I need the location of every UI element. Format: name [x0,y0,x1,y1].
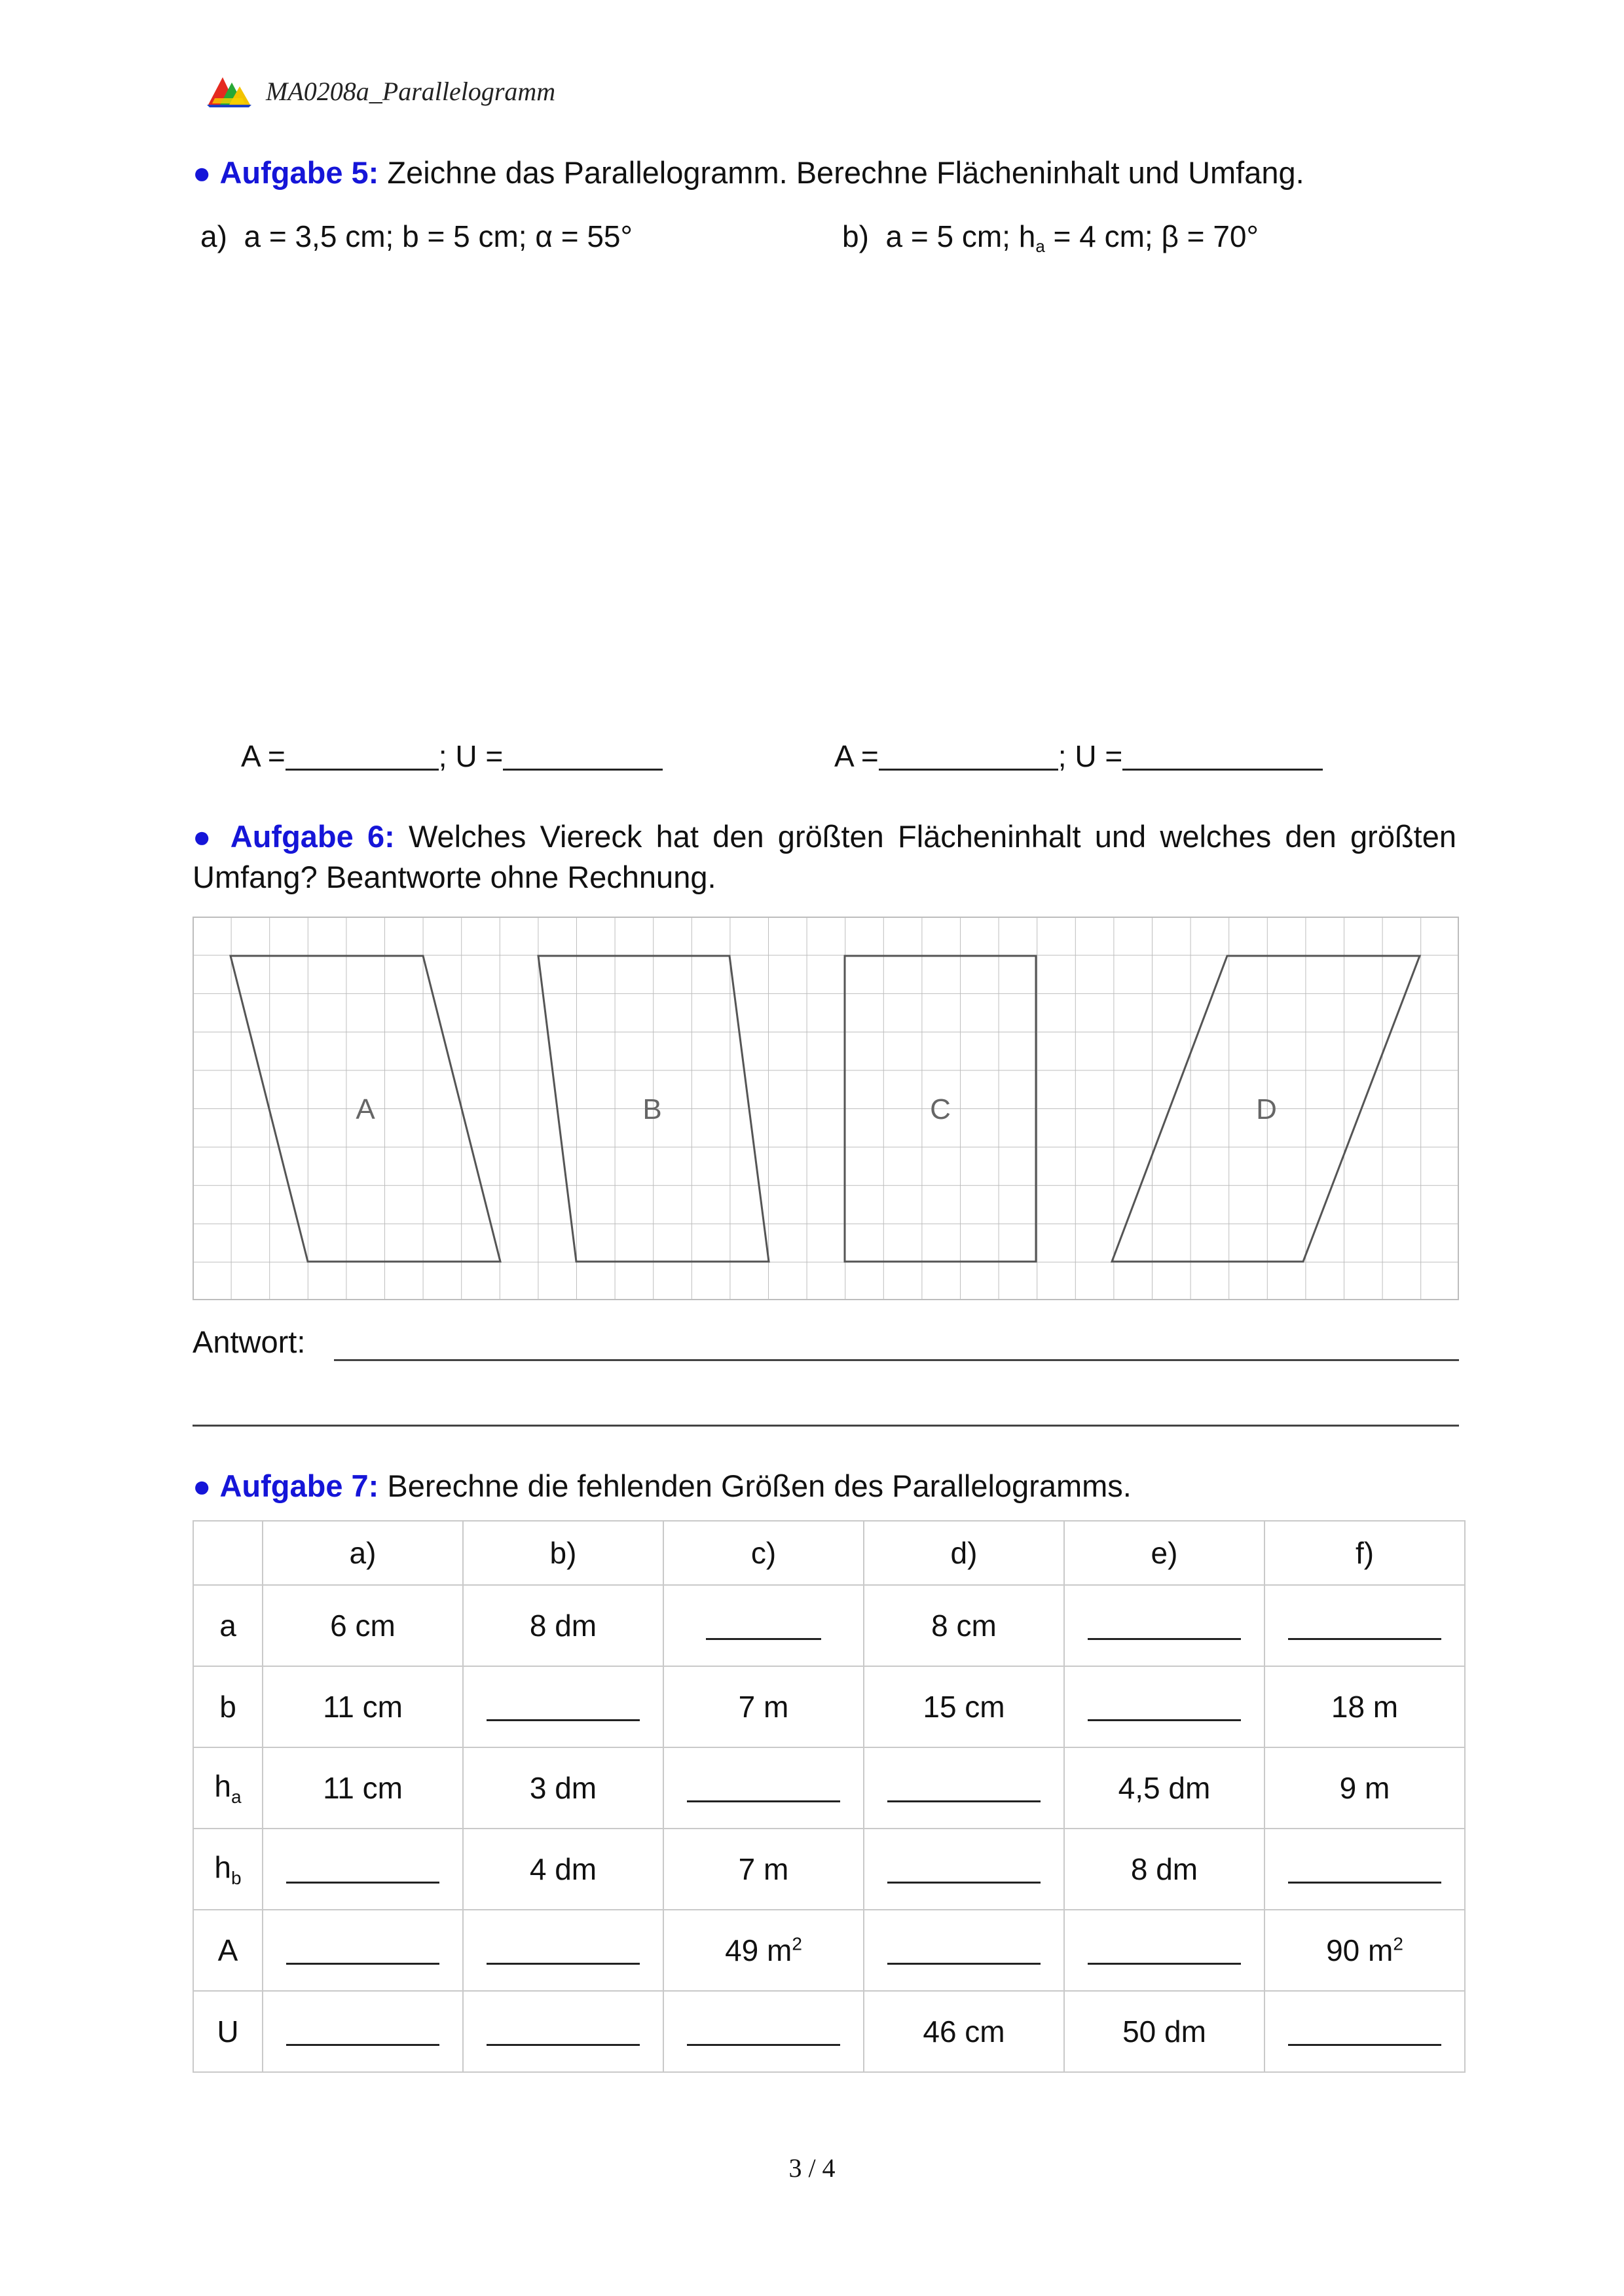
task5a-values: a = 3,5 cm; b = 5 cm; α = 55° [244,219,633,253]
table-cell [463,1585,663,1666]
table-row [193,1910,1465,1991]
given-value-text: 9 m [1339,1771,1390,1805]
task5b-result [834,738,1323,774]
row-label-text: A [217,1933,238,1967]
row-label [193,1910,263,1991]
given-value [330,1609,396,1643]
table-cell[interactable] [1264,1585,1465,1666]
table-cell[interactable] [1264,1829,1465,1910]
task5-label: Aufgabe 5: [219,155,379,190]
given-value-text: 4,5 dm [1118,1771,1211,1805]
table-corner-cell [193,1521,263,1585]
quadrilateral-grid [193,917,1459,1303]
row-label-subscript: a [231,1787,242,1808]
given-value [931,1609,997,1643]
given-value-text: 49 m [725,1933,792,1967]
shape-label-d: D [1256,1093,1277,1125]
given-value-text: 8 dm [1130,1852,1198,1886]
given-value [923,1690,1005,1724]
row-label [193,1585,263,1666]
given-value-text: 7 m [738,1690,789,1724]
table-cell [1064,1747,1264,1829]
table-cell [864,1585,1064,1666]
given-value-text: 6 cm [330,1609,396,1643]
answer-blank[interactable] [887,1779,1041,1802]
table-cell[interactable] [263,1910,463,1991]
unit-exponent: 2 [1393,1933,1403,1954]
table-cell [463,1747,663,1829]
table-cell[interactable] [1064,1666,1264,1747]
column-header: d) [864,1521,1064,1585]
answer-row [193,1324,305,1360]
answer-blank[interactable] [1288,1617,1441,1640]
row-label [193,1747,263,1829]
given-value [1122,2014,1206,2049]
document-id: MA0208a_Parallelogramm [266,77,556,106]
given-value [530,1609,597,1643]
table-cell[interactable] [663,1747,864,1829]
task5a-given [200,219,633,254]
table-cell[interactable] [463,1910,663,1991]
given-value [1331,1690,1398,1724]
row-label-text: h [214,1850,231,1884]
answer-line-1[interactable] [334,1359,1459,1361]
given-value [923,2014,1005,2049]
row-label-text: U [217,2014,239,2049]
task5b-values-sub: a [1035,236,1045,256]
colorful-pyramid-logo-icon [206,73,253,107]
table-cell [663,1910,864,1991]
shape-label-c: C [930,1093,951,1125]
row-label [193,1666,263,1747]
table-cell[interactable] [663,1991,864,2072]
answer-blank[interactable] [1088,1617,1241,1640]
table-row [193,1829,1465,1910]
area-label: A = [834,739,879,773]
answer-blank[interactable] [487,1698,640,1721]
table-cell [1264,1747,1465,1829]
answer-blank[interactable] [887,1861,1041,1884]
table-cell [263,1666,463,1747]
given-value [725,1933,802,1967]
task7-label: Aufgabe 7: [219,1468,379,1503]
column-header: b) [463,1521,663,1585]
answer-label: Antwort: [193,1324,306,1359]
perimeter-blank[interactable] [503,769,663,771]
task5b-prefix: b) [842,219,869,253]
table-cell[interactable] [463,1666,663,1747]
given-value-text: 46 cm [923,2014,1005,2049]
task5a-prefix: a) [200,219,227,253]
task7-text: Berechne die fehlenden Größen des Parallelogramms. [387,1468,1132,1503]
task6-text: Welches Viereck hat den größten Flächeninhalt und welches den größten Umfang? Beantworte ohne Rechnung. [193,819,1456,894]
task5a-result [241,738,663,774]
table-header-row [193,1521,1465,1585]
table-cell[interactable] [663,1585,864,1666]
perimeter-label: ; U = [438,739,504,773]
task5b-values-1: a = 5 cm; h [885,219,1036,253]
table-cell[interactable] [1064,1585,1264,1666]
table-cell [663,1666,864,1747]
given-value [1340,1771,1390,1805]
given-value [530,1852,597,1886]
given-value [323,1690,403,1724]
table-row [193,1585,1465,1666]
given-value-text: 4 dm [529,1852,597,1886]
column-header: f) [1264,1521,1465,1585]
given-value-text: 11 cm [323,1771,403,1805]
answer-blank[interactable] [1288,1861,1441,1884]
answer-blank[interactable] [706,1617,821,1640]
table-cell[interactable] [1264,1991,1465,2072]
answer-blank[interactable] [286,2023,439,2046]
answer-blank[interactable] [286,1861,439,1884]
table-cell [1064,1991,1264,2072]
area-blank[interactable] [879,769,1058,771]
row-label [193,1829,263,1910]
column-header: e) [1064,1521,1264,1585]
row-label-text: b [219,1690,236,1724]
shape-label-b: B [642,1093,662,1125]
grid-figure [193,917,1459,1300]
answer-blank[interactable] [1088,1698,1241,1721]
given-value-text: 90 m [1326,1933,1393,1967]
table-cell [1264,1910,1465,1991]
table-cell [1264,1666,1465,1747]
task5-heading [193,155,1304,191]
table-cell[interactable] [864,1829,1064,1910]
table-cell [263,1585,463,1666]
row-label-text: h [214,1768,231,1803]
given-value [1326,1933,1403,1967]
table-cell [864,1991,1064,2072]
area-blank[interactable] [286,769,439,771]
given-value-text: 8 cm [931,1609,997,1643]
answer-blank[interactable] [487,2023,640,2046]
column-header: a) [263,1521,463,1585]
given-value [323,1771,403,1805]
table-row [193,1991,1465,2072]
task6-label: Aufgabe 6: [230,819,395,854]
answer-line-2[interactable] [193,1425,1459,1427]
task6-heading [193,816,1456,898]
given-value [1118,1771,1211,1805]
given-value [739,1852,789,1886]
unit-exponent: 2 [792,1933,802,1954]
table-cell [263,1747,463,1829]
page-number: 3 / 4 [788,2153,836,2183]
table-cell[interactable] [864,1910,1064,1991]
task7-table [193,1520,1466,2073]
table-row [193,1666,1465,1747]
shape-label-a: A [356,1093,375,1125]
area-label: A = [241,739,286,773]
table-cell [1064,1829,1264,1910]
given-value-text: 7 m [738,1852,789,1886]
table-cell[interactable] [864,1747,1064,1829]
given-value [739,1690,789,1724]
table-cell[interactable] [263,1991,463,2072]
table-cell [463,1829,663,1910]
given-value [1131,1852,1198,1886]
perimeter-blank[interactable] [1122,769,1323,771]
given-value [530,1771,597,1805]
column-header: c) [663,1521,864,1585]
task5b-values-2: = 4 cm; β = 70° [1044,219,1259,253]
row-label-subscript: b [231,1868,242,1889]
answer-blank[interactable] [487,1942,640,1965]
bullet: ● [193,155,212,190]
task5b-given [842,219,1259,257]
bullet: ● [193,819,217,854]
answer-blank[interactable] [687,2023,840,2046]
answer-blank[interactable] [687,1779,840,1802]
table-cell[interactable] [1064,1910,1264,1991]
table-row [193,1747,1465,1829]
perimeter-label: ; U = [1058,739,1123,773]
row-label-text: a [219,1609,236,1643]
table-cell[interactable] [463,1991,663,2072]
given-value-text: 3 dm [529,1771,597,1805]
given-value-text: 50 dm [1122,2014,1206,2049]
answer-blank[interactable] [1288,2023,1441,2046]
table-cell [663,1829,864,1910]
table-cell[interactable] [263,1829,463,1910]
task5-text: Zeichne das Parallelogramm. Berechne Flächeninhalt und Umfang. [387,155,1304,190]
answer-blank[interactable] [1088,1942,1241,1965]
given-value-text: 11 cm [323,1690,403,1724]
bullet: ● [193,1468,212,1503]
table-cell [864,1666,1064,1747]
answer-blank[interactable] [286,1942,439,1965]
task7-heading [193,1468,1132,1504]
given-value-text: 8 dm [529,1609,597,1643]
answer-blank[interactable] [887,1942,1041,1965]
row-label [193,1991,263,2072]
given-value-text: 15 cm [923,1690,1005,1724]
given-value-text: 18 m [1331,1690,1399,1724]
